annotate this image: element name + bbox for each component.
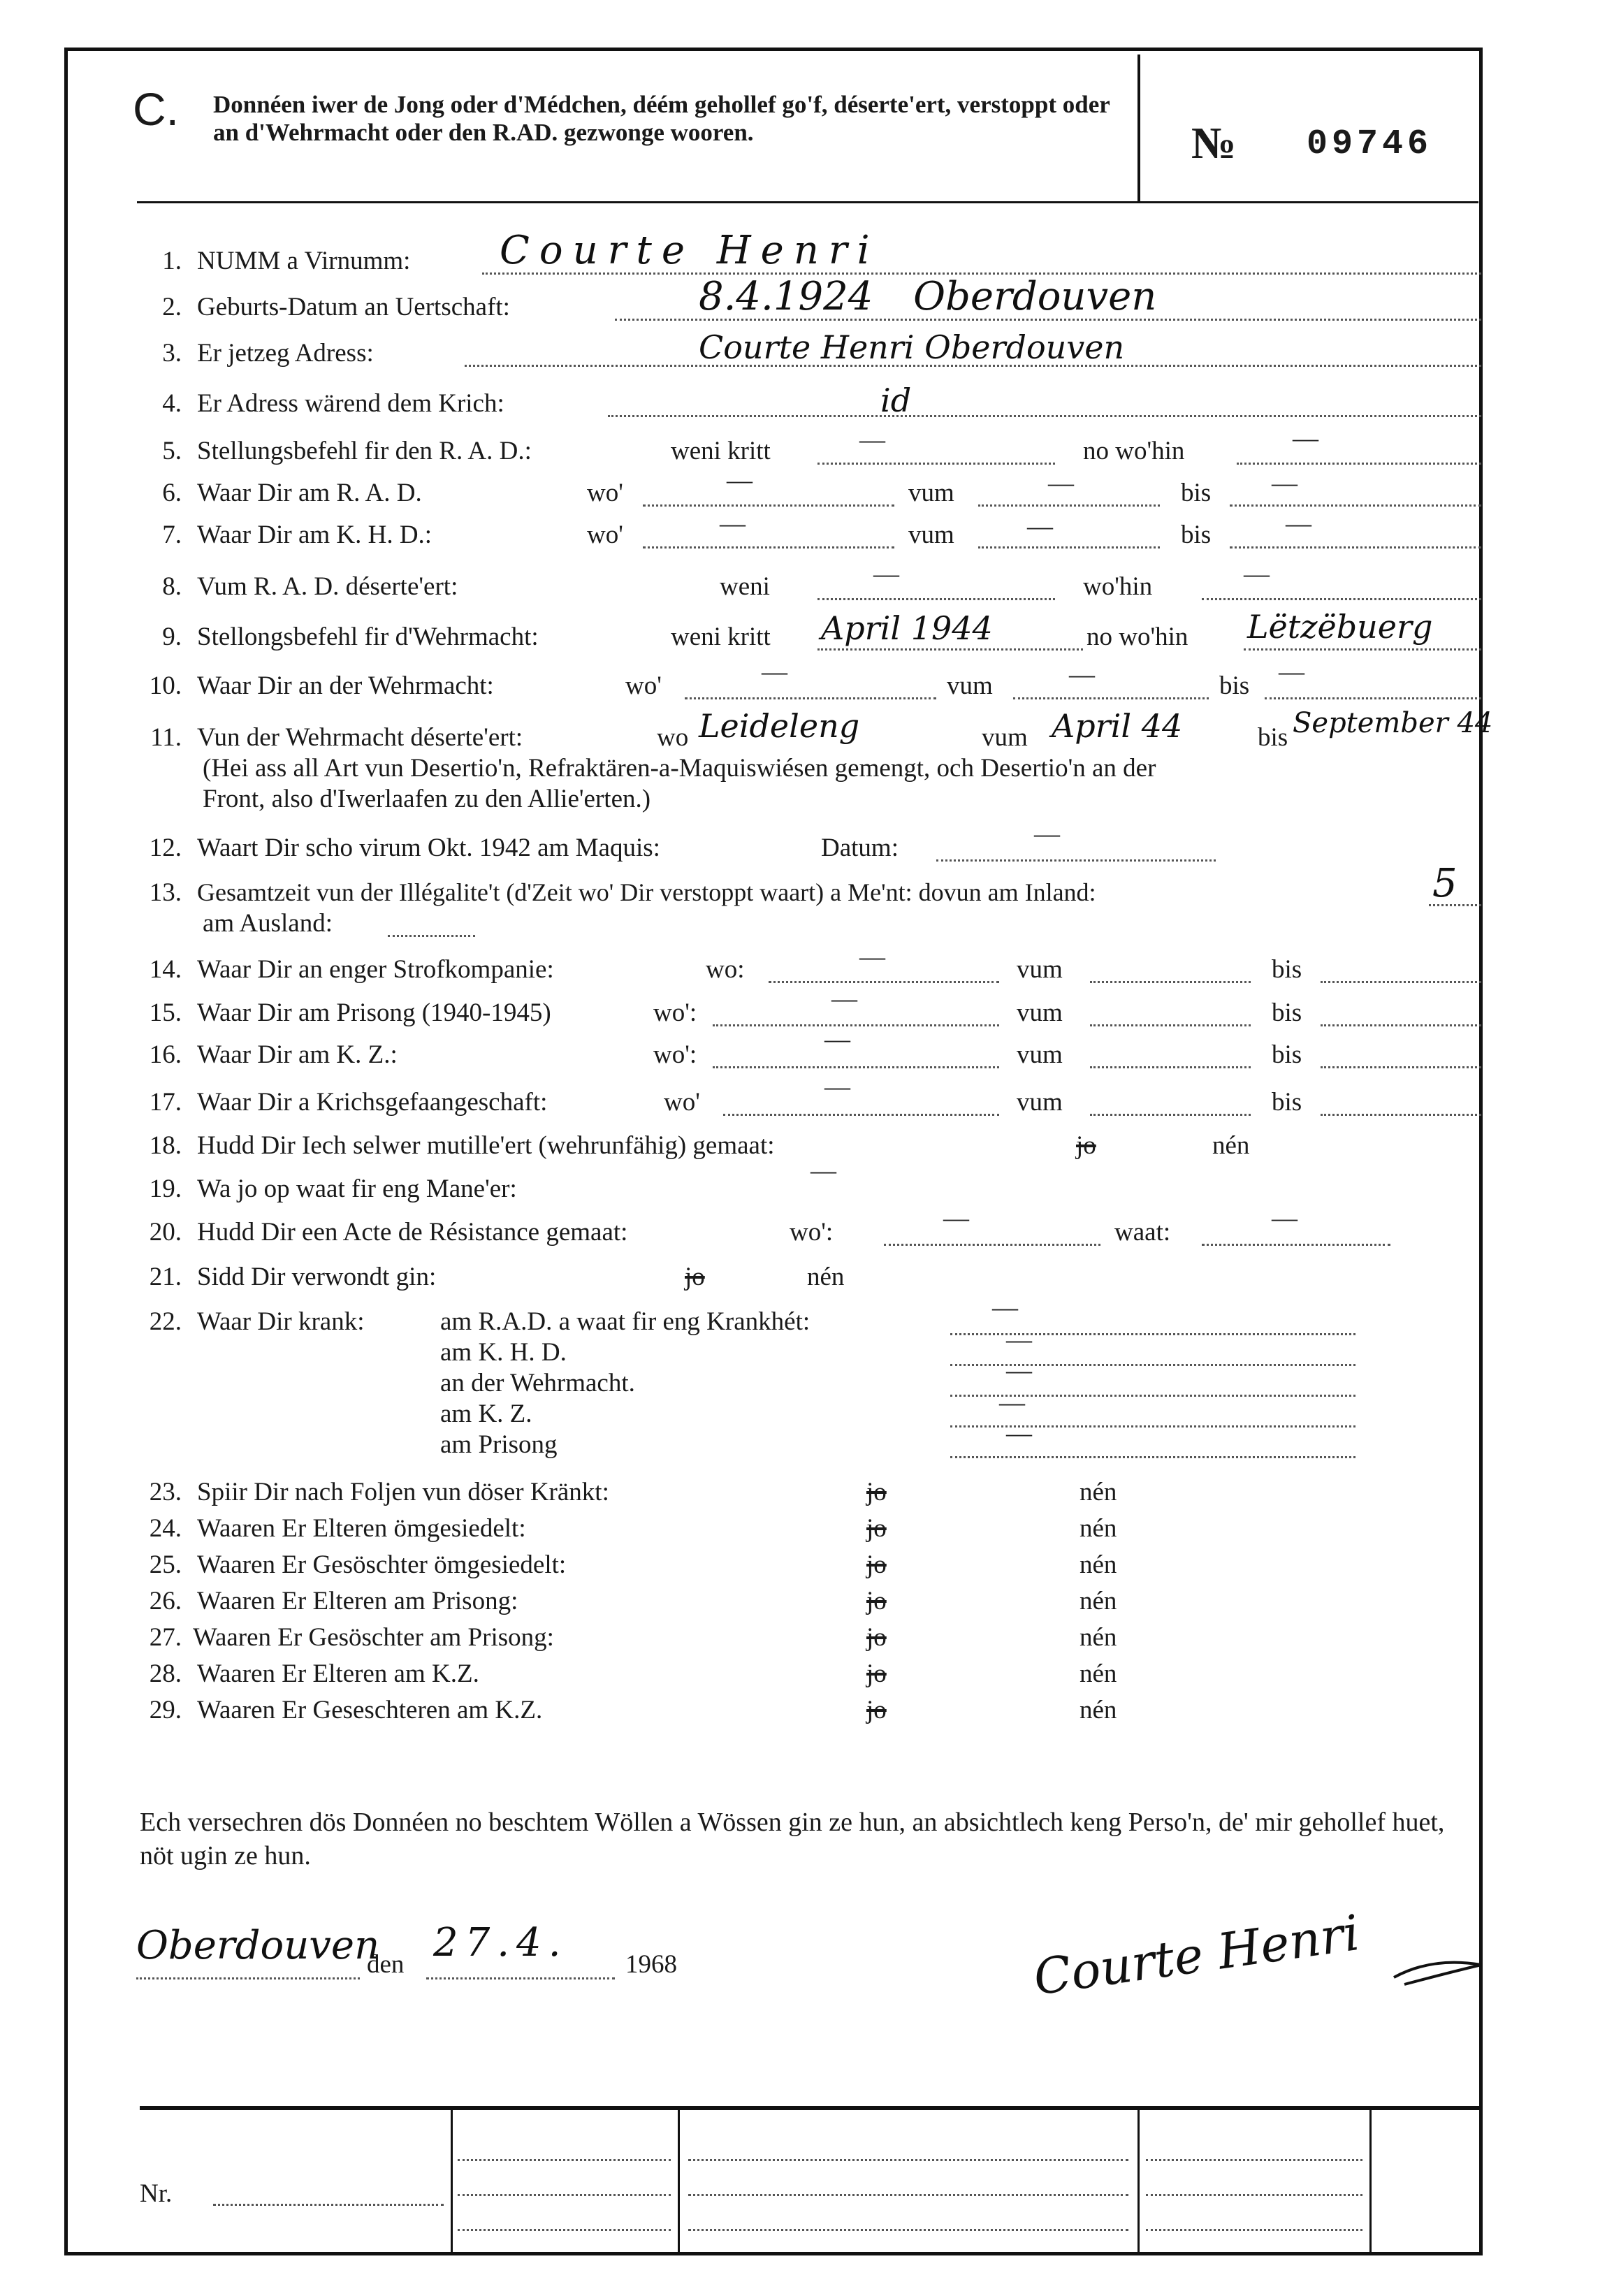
label-vum: vum — [1017, 1040, 1063, 1069]
option-jo-struck: jo — [866, 1550, 887, 1579]
fill-line — [884, 1244, 1100, 1246]
dash-mark: — — [824, 1073, 850, 1101]
fill-line — [1146, 2194, 1362, 2196]
row-number: 18. — [149, 1131, 182, 1160]
label-wo: wo': — [790, 1218, 834, 1247]
fill-line — [643, 546, 894, 548]
label-bis: bis — [1272, 1040, 1302, 1069]
label-bis: bis — [1181, 521, 1212, 549]
dash-mark: — — [1048, 469, 1074, 497]
row-number: 2. — [162, 293, 182, 321]
row-label-wehrmacht: Waar Dir an der Wehrmacht: — [197, 671, 494, 700]
option-nen: nén — [1080, 1659, 1117, 1688]
label-illness-khd: am K. H. D. — [440, 1338, 567, 1367]
row-number: 13. — [149, 878, 182, 907]
row-label-rad-order: Stellungsbefehl fir den R. A. D.: — [197, 437, 532, 465]
option-nen: nén — [807, 1263, 845, 1291]
declaration-text: Ech versechren dös Donnéen no beschtem Wöllen a Wössen gin ze hun, an absichtlech keng Perso'n, de' mir gehollef huet, nöt ugin ze hun. — [140, 1808, 1445, 1870]
fill-line — [688, 2229, 1128, 2231]
label-illness-wehrmacht: an der Wehrmacht. — [440, 1369, 635, 1397]
option-nen: nén — [1212, 1131, 1250, 1160]
dash-mark: — — [1069, 660, 1095, 689]
dash-mark: — — [1027, 512, 1053, 541]
header-rule — [137, 201, 1478, 203]
fill-line — [1230, 546, 1481, 548]
label-ausland: am Ausland: — [203, 909, 333, 938]
fill-line — [1146, 2229, 1362, 2231]
row-number: 4. — [162, 389, 182, 418]
dash-mark: — — [859, 943, 885, 971]
fill-line — [1090, 1114, 1251, 1116]
label-wo: wo': — [653, 1040, 697, 1069]
fill-line — [1202, 1244, 1390, 1246]
row-number: 19. — [149, 1175, 182, 1203]
fill-line — [1321, 1066, 1481, 1068]
label-illness-prisong: am Prisong — [440, 1430, 558, 1459]
footer-column-divider — [1137, 2110, 1140, 2255]
fill-line — [713, 1066, 999, 1068]
label-bis: bis — [1272, 1088, 1302, 1117]
row-label-ill: Waar Dir krank: — [197, 1307, 365, 1336]
row-label-siblings-prison: Waaren Er Gesöschter am Prisong: — [193, 1623, 554, 1652]
label-bis: bis — [1258, 723, 1288, 752]
dash-mark: — — [1272, 1204, 1297, 1233]
row-number: 7. — [162, 521, 182, 549]
footer-nr-label: Nr. — [140, 2179, 173, 2208]
row-label-manner: Wa jo op waat fir eng Mane'er: — [197, 1175, 517, 1203]
row-number: 28. — [149, 1659, 182, 1688]
row-number: 12. — [149, 834, 182, 862]
handwritten-place: Oberdouven — [136, 1923, 380, 1968]
label-weni-kritt: weni kritt — [671, 437, 771, 465]
handwritten-birth: 8.4.1924 Oberdouven — [699, 274, 1157, 319]
dash-mark: — — [992, 1293, 1018, 1322]
dash-mark: — — [1244, 560, 1270, 588]
option-nen: nén — [1080, 1514, 1117, 1543]
fill-line — [1146, 2159, 1362, 2161]
label-bis: bis — [1272, 955, 1302, 984]
dash-mark: — — [762, 657, 787, 686]
label-vum: vum — [1017, 955, 1063, 984]
label-waat: waat: — [1114, 1218, 1171, 1247]
label-vum: vum — [908, 521, 954, 549]
row-label-address: Er jetzeg Adress: — [197, 339, 374, 368]
option-nen: nén — [1080, 1550, 1117, 1579]
footer-column-divider — [1369, 2110, 1372, 2255]
fill-line — [136, 1977, 360, 1979]
fill-line — [936, 859, 1216, 862]
dash-mark: — — [1006, 1419, 1032, 1448]
footer-rule — [140, 2106, 1481, 2110]
dash-mark: — — [1279, 657, 1304, 686]
row-number: 21. — [149, 1263, 182, 1291]
row-number: 6. — [162, 479, 182, 507]
label-wo: wo — [657, 723, 689, 752]
row-number: 5. — [162, 437, 182, 465]
label-illness-kz: am K. Z. — [440, 1400, 532, 1428]
label-wohin: wo'hin — [1083, 572, 1153, 601]
option-jo-struck: jo — [866, 1587, 887, 1615]
header-divider — [1137, 55, 1140, 201]
label-vum: vum — [1017, 998, 1063, 1027]
fill-line — [1013, 697, 1209, 699]
label-weni-kritt: weni kritt — [671, 623, 771, 651]
dash-mark: — — [1006, 1356, 1032, 1385]
handwritten-order-place: Lëtzëbuerg — [1247, 608, 1433, 646]
fill-line — [688, 2194, 1128, 2196]
dash-mark: — — [810, 1156, 836, 1185]
option-jo-struck: jo — [685, 1263, 705, 1291]
dash-mark: — — [1034, 820, 1060, 848]
label-vum: vum — [947, 671, 993, 700]
fill-line — [1090, 981, 1251, 983]
row-label-wehrmacht-order: Stellongsbefehl fir d'Wehrmacht: — [197, 623, 539, 651]
fill-line — [1090, 1066, 1251, 1068]
number-sign: № — [1191, 118, 1237, 168]
dash-mark: — — [727, 466, 753, 495]
option-nen: nén — [1080, 1696, 1117, 1724]
dash-mark: — — [720, 509, 746, 538]
row-number: 14. — [149, 955, 182, 984]
row-label-wehrmacht-desert: Vun der Wehrmacht déserte'ert: — [197, 723, 523, 752]
note-line-1: (Hei ass all Art vun Desertio'n, Refraktären-a-Maquiswiésen gemengt, och Desertio'n an der — [203, 754, 1156, 783]
fill-line — [723, 1114, 999, 1116]
row-label-parents-resettled: Waaren Er Elteren ömgesiedelt: — [197, 1514, 526, 1543]
label-bis: bis — [1181, 479, 1212, 507]
label-wo: wo' — [625, 671, 662, 700]
fill-line — [950, 1456, 1355, 1458]
signature-flourish — [1390, 1949, 1488, 1991]
signature: Courte Henri — [1030, 1904, 1363, 2007]
row-label-after-effects: Spiir Dir nach Foljen vun döser Kränkt: — [197, 1478, 609, 1506]
handwritten-inland-months: 5 — [1432, 861, 1458, 906]
handwritten-name: Courte Henri — [500, 228, 880, 273]
handwritten-address: Courte Henri Oberdouven — [699, 328, 1125, 366]
note-line-2: Front, also d'Iwerlaafen zu den Allie'erten.) — [203, 785, 651, 813]
label-vum: vum — [982, 723, 1028, 752]
row-label-captivity: Waar Dir a Krichsgefaangeschaft: — [197, 1088, 548, 1117]
footer-column-divider — [678, 2110, 680, 2255]
row-label-rad: Waar Dir am R. A. D. — [197, 479, 422, 507]
row-label-kz: Waar Dir am K. Z.: — [197, 1040, 398, 1069]
row-label-illegality: Gesamtzeit vun der Illégalite't (d'Zeit wo' Dir verstoppt waart) a Me'nt: dovun am Inland: — [197, 878, 1096, 906]
dash-mark: — — [873, 560, 899, 588]
dash-mark: — — [824, 1025, 850, 1054]
row-number: 27. — [149, 1623, 182, 1652]
label-wo: wo' — [587, 521, 623, 549]
option-nen: nén — [1080, 1478, 1117, 1506]
dash-mark: — — [1272, 469, 1297, 497]
row-label-siblings-resettled: Waaren Er Gesöschter ömgesiedelt: — [197, 1550, 567, 1579]
option-jo-struck: jo — [866, 1696, 887, 1724]
row-number: 26. — [149, 1587, 182, 1615]
option-jo-struck: jo — [866, 1623, 887, 1652]
option-jo-struck: jo — [866, 1478, 887, 1506]
row-number: 20. — [149, 1218, 182, 1247]
row-label-war-address: Er Adress wärend dem Krich: — [197, 389, 504, 418]
option-jo-struck: jo — [866, 1514, 887, 1543]
dash-mark: — — [1006, 1325, 1032, 1354]
label-no-wohin: no wo'hin — [1083, 437, 1185, 465]
row-number: 23. — [149, 1478, 182, 1506]
footer-column-divider — [451, 2110, 453, 2255]
fill-line — [643, 504, 894, 507]
label-den: den — [367, 1950, 405, 1979]
fill-line — [1321, 1114, 1481, 1116]
fill-line — [388, 935, 475, 937]
fill-line — [817, 598, 1055, 600]
label-wo: wo' — [587, 479, 623, 507]
row-number: 15. — [149, 998, 182, 1027]
row-label-name: NUMM a Virnumm: — [197, 247, 411, 275]
option-nen: nén — [1080, 1623, 1117, 1652]
handwritten-desert-to: September 44 — [1293, 707, 1493, 739]
dash-mark: — — [831, 984, 857, 1013]
handwritten-war-address: id — [880, 382, 912, 419]
fill-line — [978, 546, 1160, 548]
option-jo-struck: jo — [1076, 1131, 1096, 1160]
row-label-parents-prison: Waaren Er Elteren am Prisong: — [197, 1587, 518, 1615]
fill-line — [1321, 1024, 1481, 1026]
label-bis: bis — [1219, 671, 1250, 700]
label-no-wohin: no wo'hin — [1086, 623, 1189, 651]
fill-line — [817, 648, 1083, 651]
form-title: Donnéen iwer de Jong oder d'Médchen, déém gehollef go'f, déserte'ert, verstoppt oder an d'Wehrmacht oder den R.AD. gezwonge wooren. — [213, 91, 1110, 146]
label-bis: bis — [1272, 998, 1302, 1027]
row-label-birth: Geburts-Datum an Uertschaft: — [197, 293, 510, 321]
fill-line — [426, 1977, 615, 1979]
label-year: 1968 — [625, 1950, 677, 1979]
row-number: 1. — [162, 247, 182, 275]
fill-line — [1429, 904, 1481, 906]
dash-mark: — — [999, 1388, 1025, 1417]
fill-line — [817, 463, 1055, 465]
row-number: 8. — [162, 572, 182, 601]
dash-mark: — — [1293, 424, 1318, 453]
option-nen: nén — [1080, 1587, 1117, 1615]
fill-line — [608, 415, 1481, 417]
row-number: 11. — [150, 723, 182, 752]
row-number: 3. — [162, 339, 182, 368]
row-label-parents-kz: Waaren Er Elteren am K.Z. — [197, 1659, 479, 1688]
fill-line — [978, 504, 1160, 507]
row-number: 10. — [149, 671, 182, 700]
row-number: 16. — [149, 1040, 182, 1069]
row-number: 9. — [162, 623, 182, 651]
row-number: 17. — [149, 1088, 182, 1117]
handwritten-order-date: April 1944 — [821, 609, 993, 647]
dash-mark: — — [943, 1204, 969, 1233]
row-label-resistance: Hudd Dir een Acte de Résistance gemaat: — [197, 1218, 628, 1247]
label-wo: wo' — [664, 1088, 700, 1117]
row-number: 22. — [149, 1307, 182, 1336]
label-weni: weni — [720, 572, 770, 601]
label-vum: vum — [908, 479, 954, 507]
row-number: 25. — [149, 1550, 182, 1579]
label-vum: vum — [1017, 1088, 1063, 1117]
fill-line — [1090, 1024, 1251, 1026]
handwritten-date: 27.4. — [433, 1920, 568, 1966]
dash-mark: — — [859, 426, 885, 454]
row-label-mutilation: Hudd Dir Iech selwer mutille'ert (wehrunfähig) gemaat: — [197, 1131, 775, 1160]
label-illness-rad: am R.A.D. a waat fir eng Krankhét: — [440, 1307, 810, 1336]
form-number: 09746 — [1307, 124, 1433, 164]
fill-line — [1321, 981, 1481, 983]
row-label-maquis: Waart Dir scho virum Okt. 1942 am Maquis: — [197, 834, 660, 862]
fill-line — [458, 2159, 671, 2161]
fill-line — [213, 2204, 444, 2206]
row-number: 24. — [149, 1514, 182, 1543]
section-letter: C. — [133, 83, 179, 135]
fill-line — [1265, 697, 1481, 699]
label-wo: wo: — [706, 955, 745, 984]
fill-line — [1237, 463, 1481, 465]
row-label-rad-desert: Vum R. A. D. déserte'ert: — [197, 572, 458, 601]
fill-line — [688, 2159, 1128, 2161]
fill-line — [769, 981, 999, 983]
label-datum: Datum: — [821, 834, 899, 862]
fill-line — [458, 2194, 671, 2196]
fill-line — [1244, 648, 1481, 651]
row-label-strofkompanie: Waar Dir an enger Strofkompanie: — [197, 955, 554, 984]
fill-line — [1230, 504, 1481, 507]
row-label-wounded: Sidd Dir verwondt gin: — [197, 1263, 437, 1291]
handwritten-desert-place: Leideleng — [699, 707, 860, 745]
fill-line — [1202, 598, 1481, 600]
fill-line — [713, 1024, 999, 1026]
dash-mark: — — [1286, 509, 1311, 538]
handwritten-desert-from: April 44 — [1052, 707, 1183, 745]
row-label-khd: Waar Dir am K. H. D.: — [197, 521, 432, 549]
fill-line — [458, 2229, 671, 2231]
option-jo-struck: jo — [866, 1659, 887, 1688]
row-number: 29. — [149, 1696, 182, 1724]
row-label-prisong: Waar Dir am Prisong (1940-1945) — [197, 998, 551, 1027]
row-label-siblings-kz: Waaren Er Geseschteren am K.Z. — [197, 1696, 543, 1724]
label-wo: wo': — [653, 998, 697, 1027]
fill-line — [685, 697, 936, 699]
